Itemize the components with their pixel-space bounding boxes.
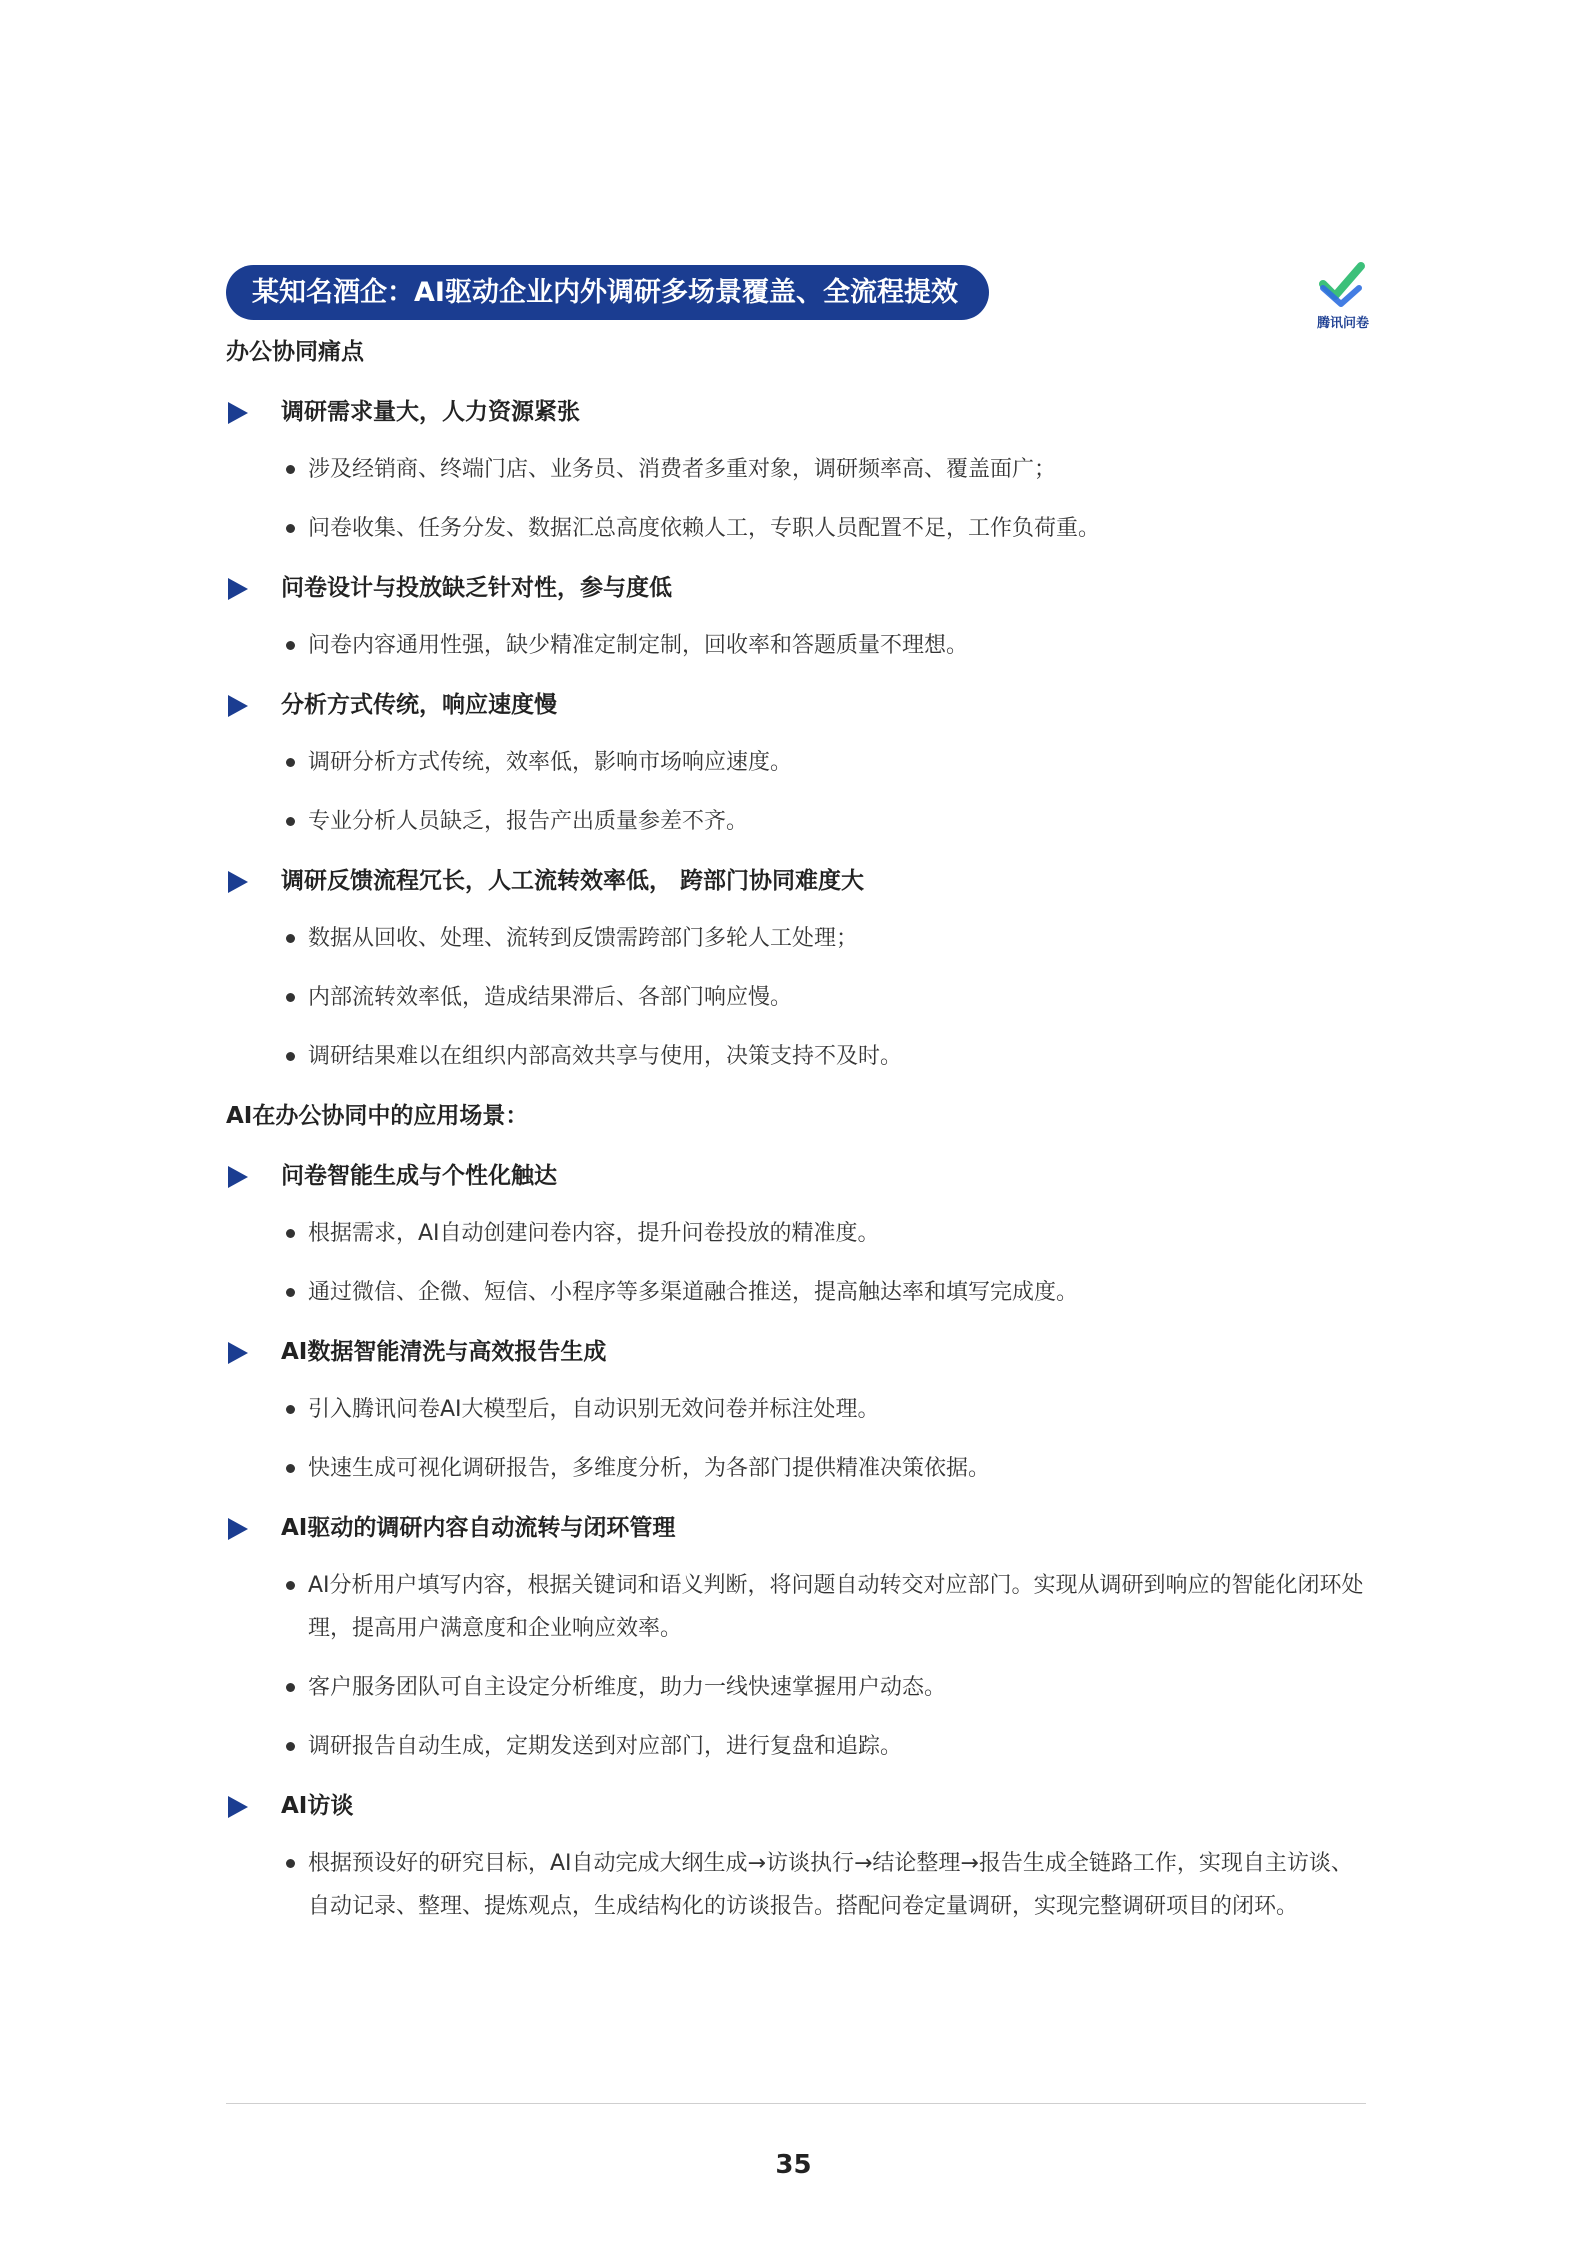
list-item xyxy=(226,1564,1366,1650)
group-title-text: AI驱动的调研内容自动流转与闭环管理 xyxy=(281,1515,676,1541)
list-item-text: 数据从回收、处理、流转到反馈需跨部门多轮人工处理； xyxy=(308,926,859,951)
triangle-bullet-icon xyxy=(228,578,248,600)
bullet-dot-icon xyxy=(286,1229,295,1238)
bullet-dot-icon xyxy=(286,1464,295,1473)
triangle-bullet-icon xyxy=(228,695,248,717)
list-item xyxy=(226,741,1366,784)
pain-point-group xyxy=(226,683,1366,843)
scenario-group xyxy=(226,1784,1366,1928)
triangle-bullet-icon xyxy=(228,871,248,893)
group-title-text: 调研反馈流程冗长，人工流转效率低， 跨部门协同难度大 xyxy=(281,868,865,894)
triangle-bullet-icon xyxy=(228,1518,248,1540)
list-item-text: 内部流转效率低，造成结果滞后、各部门响应慢。 xyxy=(308,985,793,1010)
list-item-text: 问卷内容通用性强，缺少精准定制定制，回收率和答题质量不理想。 xyxy=(308,633,969,658)
list-item-text: 通过微信、企微、短信、小程序等多渠道融合推送，提高触达率和填写完成度。 xyxy=(308,1280,1079,1305)
list-item-text: 调研结果难以在组织内部高效共享与使用，决策支持不及时。 xyxy=(308,1044,903,1069)
group-title xyxy=(226,566,1366,610)
list-item xyxy=(226,624,1366,667)
list-item xyxy=(226,1035,1366,1078)
list-item xyxy=(226,507,1366,550)
page-title-banner: 某知名酒企：AI驱动企业内外调研多场景覆盖、全流程提效 xyxy=(226,265,989,320)
list-item-text: 专业分析人员缺乏，报告产出质量参差不齐。 xyxy=(308,809,749,834)
footer-divider xyxy=(226,2103,1366,2104)
triangle-bullet-icon xyxy=(228,1166,248,1188)
scenario-group xyxy=(226,1506,1366,1768)
list-item-text: 引入腾讯问卷AI大模型后，自动识别无效问卷并标注处理。 xyxy=(308,1397,880,1422)
triangle-bullet-icon xyxy=(228,402,248,424)
list-item xyxy=(226,800,1366,843)
checkmark-logo-icon xyxy=(1317,258,1367,308)
tencent-survey-logo xyxy=(1302,258,1384,334)
bullet-dot-icon xyxy=(286,934,295,943)
triangle-bullet-icon xyxy=(228,1796,248,1818)
group-title-text: 调研需求量大，人力资源紧张 xyxy=(281,399,580,425)
group-title-text: 分析方式传统，响应速度慢 xyxy=(281,692,557,718)
group-title xyxy=(226,1784,1366,1828)
bullet-dot-icon xyxy=(286,1052,295,1061)
group-title-text: 问卷智能生成与个性化触达 xyxy=(281,1163,557,1189)
bullet-dot-icon xyxy=(286,465,295,474)
bullet-dot-icon xyxy=(286,524,295,533)
group-title-text: 问卷设计与投放缺乏针对性，参与度低 xyxy=(281,575,672,601)
group-title xyxy=(226,390,1366,434)
group-title xyxy=(226,859,1366,903)
triangle-bullet-icon xyxy=(228,1342,248,1364)
logo-text: 腾讯问卷 xyxy=(1316,316,1369,331)
group-title xyxy=(226,1506,1366,1550)
bullet-dot-icon xyxy=(286,641,295,650)
list-item-text: 调研分析方式传统，效率低，影响市场响应速度。 xyxy=(308,750,793,775)
pain-point-group xyxy=(226,390,1366,550)
page-number: 35 xyxy=(775,2150,812,2180)
pain-point-group xyxy=(226,566,1366,667)
list-item xyxy=(226,976,1366,1019)
bullet-dot-icon xyxy=(286,817,295,826)
bullet-dot-icon xyxy=(286,1288,295,1297)
section-pain-points xyxy=(226,330,1366,1078)
group-title xyxy=(226,683,1366,727)
bullet-dot-icon xyxy=(286,1581,295,1590)
bullet-dot-icon xyxy=(286,1683,295,1692)
list-item-text: 根据需求，AI自动创建问卷内容，提升问卷投放的精准度。 xyxy=(308,1221,880,1246)
list-item-text: 根据预设好的研究目标，AI自动完成大纲生成→访谈执行→结论整理→报告生成全链路工作，实现自主访谈、自动记录、整理、提炼观点，生成结构化的访谈报告。搭配问卷定量调研，实现完整调研项目的闭环。 xyxy=(308,1851,1353,1919)
list-item-text: 快速生成可视化调研报告，多维度分析，为各部门提供精准决策依据。 xyxy=(308,1456,991,1481)
list-item xyxy=(226,1388,1366,1431)
bullet-dot-icon xyxy=(286,758,295,767)
group-title xyxy=(226,1154,1366,1198)
list-item xyxy=(226,1212,1366,1255)
list-item-text: 客户服务团队可自主设定分析维度，助力一线快速掌握用户动态。 xyxy=(308,1675,947,1700)
list-item-text: 涉及经销商、终端门店、业务员、消费者多重对象，调研频率高、覆盖面广； xyxy=(308,457,1057,482)
scenario-group xyxy=(226,1330,1366,1490)
list-item xyxy=(226,917,1366,960)
list-item xyxy=(226,1666,1366,1709)
list-item xyxy=(226,448,1366,491)
list-item xyxy=(226,1271,1366,1314)
bullet-dot-icon xyxy=(286,993,295,1002)
bullet-dot-icon xyxy=(286,1742,295,1751)
group-title-text: AI访谈 xyxy=(281,1793,354,1819)
group-title xyxy=(226,1330,1366,1374)
bullet-dot-icon xyxy=(286,1859,295,1868)
main-content xyxy=(226,330,1366,1944)
section-heading: AI在办公协同中的应用场景： xyxy=(226,1103,529,1129)
list-item xyxy=(226,1842,1366,1928)
list-item-text: 问卷收集、任务分发、数据汇总高度依赖人工，专职人员配置不足，工作负荷重。 xyxy=(308,516,1101,541)
scenario-group xyxy=(226,1154,1366,1314)
list-item-text: 调研报告自动生成，定期发送到对应部门，进行复盘和追踪。 xyxy=(308,1734,903,1759)
list-item-text: AI分析用户填写内容，根据关键词和语义判断，将问题自动转交对应部门。实现从调研到响应的智能化闭环处理，提高用户满意度和企业响应效率。 xyxy=(308,1573,1364,1641)
list-item xyxy=(226,1725,1366,1768)
bullet-dot-icon xyxy=(286,1405,295,1414)
section-heading: 办公协同痛点 xyxy=(226,339,364,365)
group-title-text: AI数据智能清洗与高效报告生成 xyxy=(281,1339,607,1365)
section-ai-scenarios xyxy=(226,1094,1366,1928)
list-item xyxy=(226,1447,1366,1490)
pain-point-group xyxy=(226,859,1366,1078)
